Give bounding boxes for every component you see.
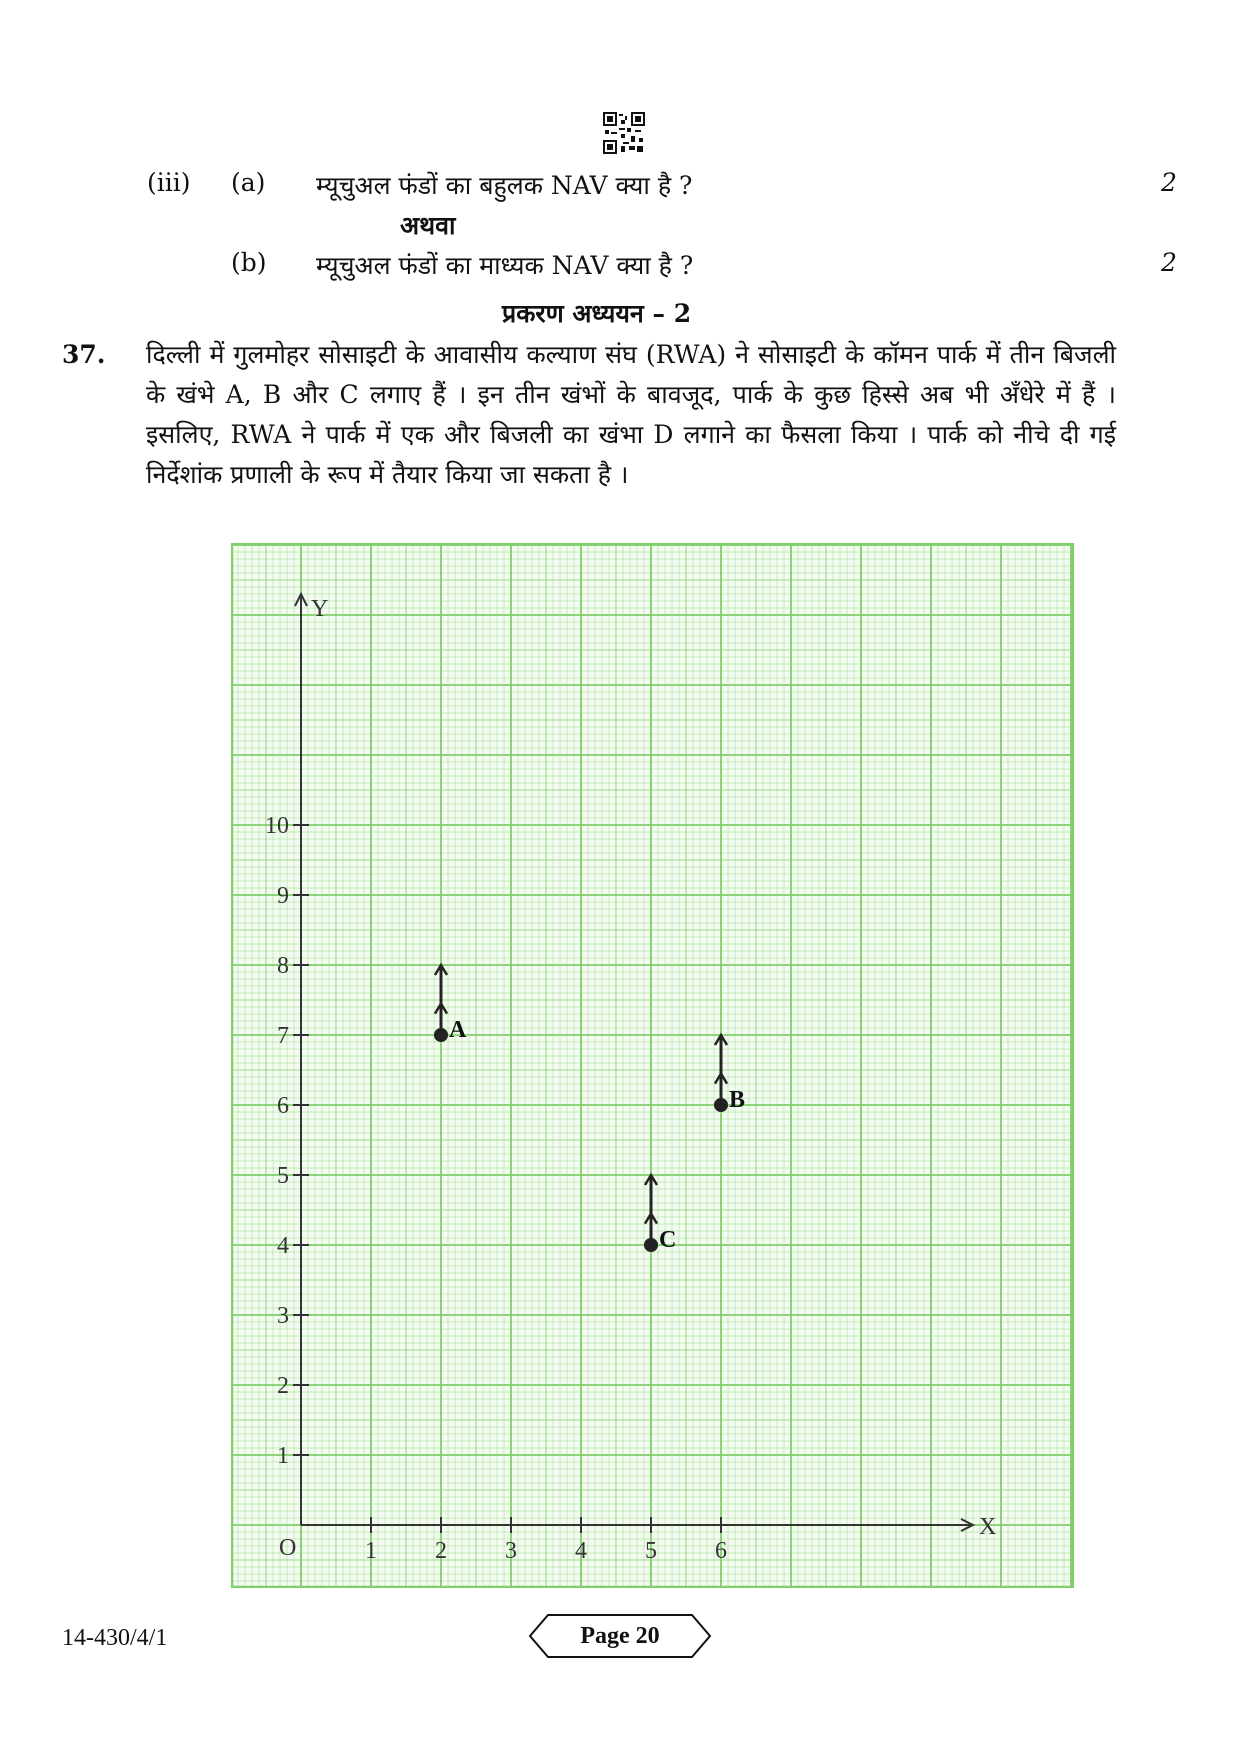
option-a-marks: 2 [1161, 168, 1177, 197]
case-study-heading: प्रकरण अध्ययन – 2 [502, 299, 692, 328]
option-b-text: म्यूचुअल फंडों का माध्यक NAV क्या है ? [316, 251, 694, 280]
y-tick-label: 2 [277, 1373, 289, 1399]
graph-paper-background [231, 543, 1074, 1588]
coordinate-graph [231, 543, 1074, 1588]
x-tick-label: 2 [435, 1538, 447, 1564]
y-tick-label: 4 [277, 1233, 289, 1259]
x-tick-label: 5 [645, 1538, 657, 1564]
x-axis-label: X [979, 1514, 997, 1540]
paper-code: 14-430/4/1 [62, 1625, 168, 1651]
page-number-badge [528, 1613, 712, 1659]
qr-code-icon [603, 112, 645, 154]
y-tick-label: 6 [277, 1093, 289, 1119]
y-tick-label: 10 [265, 813, 289, 839]
y-tick-label: 9 [277, 883, 289, 909]
part-number: (iii) [147, 168, 191, 197]
x-tick-label: 6 [715, 1538, 727, 1564]
y-tick-label: 3 [277, 1303, 289, 1329]
page-number: Page 20 [580, 1623, 660, 1649]
point-c-label: C [659, 1227, 677, 1253]
point-a [434, 1028, 448, 1042]
point-b [714, 1098, 728, 1112]
point-c [644, 1238, 658, 1252]
y-axis-label: Y [311, 596, 329, 622]
x-tick-label: 4 [575, 1538, 587, 1564]
y-tick-label: 1 [277, 1443, 289, 1469]
question-text: दिल्ली में गुलमोहर सोसाइटी के आवासीय कल्याण संघ (RWA) ने सोसाइटी के कॉमन पार्क में तीन बिजली के खंभे A, B और C लगाए हैं । इन तीन खंभों के बावजूद, पार्क के कुछ हिस्से अब भी अँधेरे में हैं । इसलिए, RWA ने पार्क में एक और बिजली का खंभा D लगाने का फैसला किया । पार्क को नीचे दी गई निर्देशांक प्रणाली के रूप में तैयार किया जा सकता है । [146, 340, 1116, 489]
y-tick-label: 5 [277, 1163, 289, 1189]
option-b-marks: 2 [1161, 248, 1177, 277]
question-number: 37. [62, 340, 106, 369]
option-a-text: म्यूचुअल फंडों का बहुलक NAV क्या है ? [316, 171, 693, 200]
y-tick-label: 8 [277, 953, 289, 979]
point-b-label: B [729, 1087, 746, 1113]
option-b-label: (b) [231, 248, 267, 277]
x-tick-label: 1 [365, 1538, 377, 1564]
point-a-label: A [449, 1017, 467, 1043]
or-text: अथवा [400, 211, 456, 240]
y-tick-label: 7 [277, 1023, 289, 1049]
x-tick-label: 3 [505, 1538, 517, 1564]
origin-label: O [279, 1535, 297, 1561]
option-a-label: (a) [231, 168, 266, 197]
